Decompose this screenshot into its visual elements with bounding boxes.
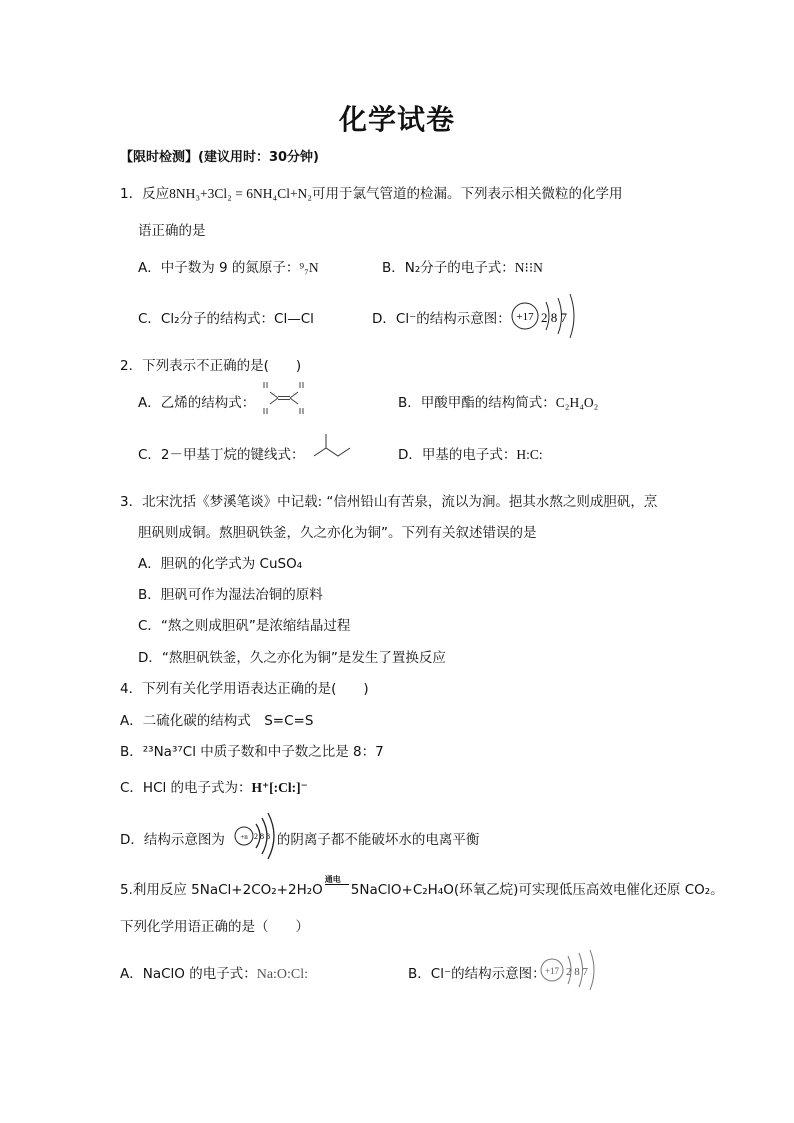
q4-shells-label: 2 8 8 (254, 832, 270, 841)
q5-a-formula: Na:O:Cl: (256, 967, 309, 982)
q4-atom-diagram (232, 810, 282, 862)
q5-shells-label: 2 8 7 (566, 966, 588, 978)
q1-a-label: A．中子数为 9 的氮原子： (138, 260, 300, 276)
q4-c-label: C．HCl 的电子式为： (120, 780, 252, 796)
q1-stem-end: 可用于氯气管道的检漏。下列表示相关微粒的化学用 (312, 186, 623, 202)
q1-atom-diagram (508, 292, 588, 340)
q4-d-tail: 的阴离子都不能破坏水的电离平衡 (276, 832, 480, 848)
q5-stem-line2: 下列化学用语正确的是（ ） (120, 919, 309, 935)
q4-c-formula: H⁺[:Cl:]⁻ (251, 780, 308, 795)
q2-b-label: B．甲酸甲酯的结构简式： (398, 395, 556, 411)
subtitle: 【限时检测】(建议用时：30分钟) (120, 150, 319, 165)
q1-option-b (382, 256, 543, 276)
q3-stem-line1: 3．北宋沈括《梦溪笔谈》中记载: “信州铅山有苦泉，流以为涧。挹其水熬之则成胆矾，烹 (120, 494, 658, 510)
q4-d-label: D．结构示意图为 (120, 832, 225, 848)
q1-nucleus-label: +17 (516, 311, 534, 323)
q1-option-a (138, 256, 319, 276)
q2-option-a: A．乙烯的结构式： (138, 395, 256, 411)
q1-option-d: D．Cl⁻的结构示意图： (372, 311, 511, 327)
q5-arrow-label: 通电 (324, 875, 341, 884)
q2-option-b (398, 391, 598, 411)
q5-stem-end: 5NaClO+C₂H₄O(环氧乙烷)可实现低压高效电催化还原 CO₂。 (350, 882, 724, 898)
q1-stem-start: 1．反应 (120, 186, 170, 202)
q1-stem-line2: 语正确的是 (138, 223, 206, 239)
q5-atom-diagram (538, 948, 604, 992)
q5-stem-line1 (120, 875, 724, 898)
q2-option-c: C．2－甲基丁烷的键线式： (138, 447, 305, 463)
q3-stem-line2: 胆矾则成铜。熬胆矾铁釜，久之亦化为铜”。下列有关叙述错误的是 (138, 525, 537, 541)
q1-shells-label: 2 8 7 (541, 310, 567, 325)
q4-option-a: A．二硫化碳的结构式 S=C=S (120, 713, 314, 729)
q1-stem-line1 (120, 182, 623, 202)
methylbutane-skeletal (310, 430, 358, 462)
q4-stem: 4．下列有关化学用语表达正确的是( ) (120, 681, 369, 697)
q2-b-formula: C₂H₄O₂ (555, 395, 599, 410)
q2-d-label: D．甲基的电子式： (398, 447, 517, 463)
q3-option-c: C．“熬之则成胆矾”是浓缩结晶过程 (138, 618, 351, 634)
q2-stem: 2．下列表示不正确的是( ) (120, 358, 302, 374)
q5-stem-start: 5.利用反应 5NaCl+2CO₂+2H₂O (120, 882, 323, 898)
page-title: 化学试卷 (338, 103, 455, 136)
q5-a-label: A．NaClO 的电子式： (120, 966, 257, 982)
q1-a-formula: ⁹₇N (299, 260, 319, 275)
q1-option-c: C．Cl₂分子的结构式：Cl—Cl (138, 311, 314, 327)
q4-nucleus-label: +n (240, 833, 248, 841)
q1-equation: 8NH₃+3Cl₂ = 6NH₄Cl+N₂ (169, 186, 313, 201)
q2-d-formula: H:C: (516, 447, 543, 462)
q4-option-d (120, 828, 479, 848)
q5-nucleus-label: +17 (544, 966, 560, 976)
q2-option-d (398, 443, 543, 463)
q1-b-label: B．N₂分子的电子式： (382, 260, 515, 276)
q3-option-b: B．胆矾可作为湿法冶铜的原料 (138, 587, 323, 603)
q4-option-c (120, 776, 308, 796)
q5-reaction-arrow (324, 875, 349, 898)
q3-option-d: D．“熬胆矾铁釜，久之亦化为铜”是发生了置换反应 (138, 650, 446, 666)
q1-b-formula: N⁝⁝N (514, 260, 543, 275)
q4-option-b: B．²³Na³⁷Cl 中质子数和中子数之比是 8：7 (120, 744, 384, 760)
q5-option-b: B．Cl⁻的结构示意图： (408, 966, 546, 982)
ethylene-structure (258, 380, 310, 416)
q5-option-a (120, 962, 308, 983)
q3-option-a: A．胆矾的化学式为 CuSO₄ (138, 556, 303, 572)
